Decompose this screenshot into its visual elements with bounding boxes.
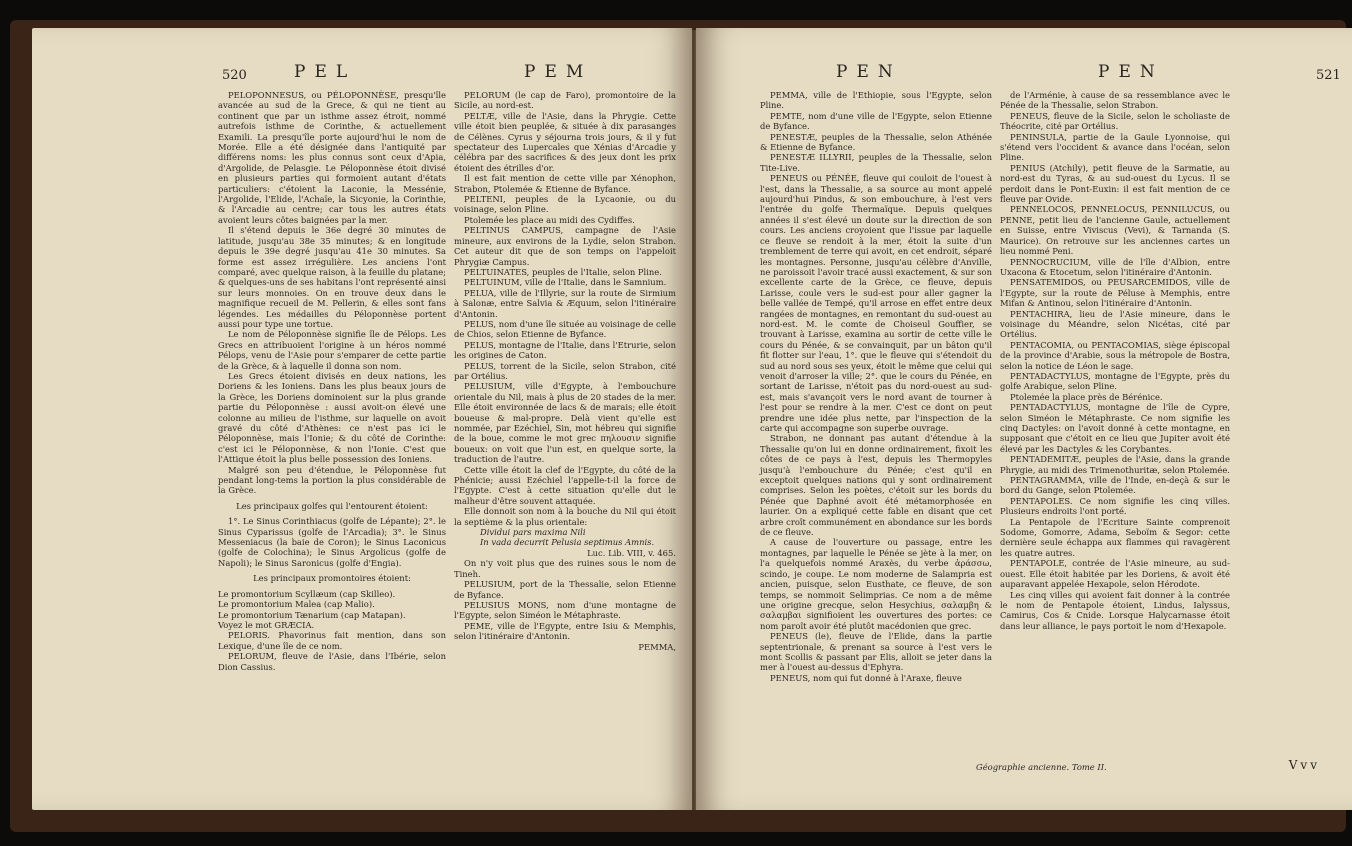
paragraph: Ptolemée les place au midi des Cydiffes. — [464, 214, 635, 225]
paragraph: Malgré son peu d'étendue, le Péloponnèse fut pendant long-tems la portion la plus considérable de la Grèce. — [218, 464, 446, 496]
paragraph: Les principaux promontoires étoient: — [253, 573, 411, 584]
paragraph: Luc. Lib. VIII, v. 465. — [587, 547, 676, 558]
paragraph: PENTAGRAMMA, ville de l'Inde, en-deçà & sur le bord du Gange, selon Ptolemée. — [1000, 475, 1230, 496]
paragraph: Strabon, ne donnant pas autant d'étendue à la Thessalie qu'on lui en donne ordinairement, fixoit les côtes de ce pays à l'est, depuis les Thermopyles jusqu'à l'embouchure du Pénée; c'est qu'il en exceptoit quelques nations qui y sont ordinairement comprises. Selon les poètes, c'étoit sur les bords du Pénée que Daphné avoit été métamorphosée en laurier. On a expliqué cette fable en disant que cet arbre croît communément en abondance sur les bords de ce fleuve. — [760, 433, 992, 538]
paragraph: PENEUS, fleuve de la Sicile, selon le scholiaste de Théocrite, cité par Ortélius. — [1000, 110, 1230, 132]
paragraph: Il s'étend depuis le 36e degré 30 minutes de latitude, jusqu'au 38e 35 minutes; & en longitude depuis le 39e degré jusqu'au 41e 30 minutes. Sa forme est assez irrégulière. Les anciens l'ont comparé, avec quelque raison, à la feuille du platane; & quelques-uns de ses habitans l'ont représenté ainsi sur leurs monnoies. On en trouve deux dans le magnifique recueil de M. Pellerin, & elles sont fans légendes. Les médailles du Péloponnèse portent aussi pour type une tortue. — [218, 225, 446, 329]
paragraph: Dividui pars maxima Nili — [480, 527, 586, 538]
paragraph: On n'y voit plus que des ruines sous le nom de Tineh. — [454, 558, 676, 579]
paragraph: PENINSULA, partie de la Gaule Lyonnoise, qui s'étend vers l'occident & avance dans l'océan, selon Pline. — [1000, 131, 1230, 163]
paragraph: PENSATEMIDOS, ou PEUSARCEMIDOS, ville de l'Egypte, sur la route de Péluse à Memphis, entre Mifan & Antinou, selon l'itinéraire d'Antonin. — [1000, 277, 1230, 309]
paragraph: Il est fait mention de cette ville par Xénophon, Strabon, Ptolemée & Etienne de Byfance. — [454, 173, 676, 194]
paragraph: Les cinq villes qui avoient fait donner à la contrée le nom de Pentapole étoient, Lindus, Ialyssus, Camirus, Cos & Cnide. Lorsque Halycarnasse étoit dans leur alliance, le pays portoit le nom d'Hexapole. — [1000, 589, 1230, 631]
running-header-left: PEL — [294, 62, 357, 82]
paragraph: PELORUM (le cap de Faro), promontoire de la Sicile, au nord-est. — [454, 90, 676, 111]
paragraph: PELTÆ, ville de l'Asie, dans la Phrygie. Cette ville étoit bien peuplée, & située à dix parasanges de Célènes. Cyrus y séjourna trois jours, & il y fut spectateur des Lupercales que Xénias d'Arcadie y célébra par des sacrifices & des jeux dont les prix étoient des étrilles d'or. — [454, 110, 676, 173]
paragraph: PENTACHIRA, lieu de l'Asie mineure, dans le voisinage du Méandre, selon Nicétas, cité par Ortélius. — [1000, 308, 1230, 340]
paragraph: PELTENI, peuples de la Lycaonie, ou du voisinage, selon Pline. — [454, 194, 676, 215]
paragraph: Voyez le mot GRÆCIA. — [218, 619, 315, 630]
paragraph: PENEUS (le), fleuve de l'Elide, dans la partie septentrionale, & prenant sa source à l'est vers le mont Scollis & passant par Elis, alloit se jeter dans la mer à l'ouest au-dessus d'Ephyra. — [760, 631, 992, 673]
paragraph: PEME, ville de l'Egypte, entre Isiu & Memphis, selon l'itinéraire d'Antonin. — [454, 620, 676, 642]
paragraph: Ptolemée la place près de Bérénice. — [1010, 391, 1163, 402]
paragraph: PELUSIUS MONS, nom d'une montagne de l'Egypte, selon Siméon le Métaphraste. — [454, 599, 676, 621]
paragraph: Les principaux golfes qui l'entourent étoient: — [236, 500, 428, 511]
paragraph: PELUSIUM, ville d'Egypte, à l'embouchure orientale du Nil, mais à plus de 20 stades de la mer. Elle étoit environnée de lacs & de marais; elle étoit boueuse & mal-propre. Delà vient qu'elle est nommée, par Ezéchiel, Sin, mot hébreu qui signifie de la boue, comme le mot grec πηλουσιν signifie boueux: on voit que l'un est, en quelque sorte, la traduction de l'autre. — [454, 381, 676, 465]
paragraph: Le promontorium Tænarium (cap Matapan). — [218, 609, 406, 620]
running-header-left: PEN — [836, 62, 902, 82]
paragraph: PELUA, ville de l'Illyrie, sur la route de Sirmium à Salonæ, entre Salvia & Æquum, selon l'itinéraire d'Antonin. — [454, 287, 676, 319]
paragraph: In vada decurrit Pelusia septimus Amnis. — [480, 537, 655, 548]
paragraph: PELUS, torrent de la Sicile, selon Strabon, cité par Ortélius. — [454, 360, 676, 381]
paragraph: PENEUS, nom qui fut donné à l'Araxe, fleuve — [770, 672, 962, 683]
paragraph: Le promontorium Malea (cap Malio). — [218, 599, 375, 610]
paragraph: 1°. Le Sinus Corinthiacus (golfe de Lépante); 2°. le Sinus Cyparissus (golfe de l'Arcadia); 3°. le Sinus Messeniacus (la baie de Coron); le Sinus Laconicus (golfe de Colochina); le Sinus Argolicus (golfe de Napoli); le Sinus Saronicus (golfe d'Engia). — [218, 516, 446, 568]
paragraph: PELUSIUM, port de la Thessalie, selon Etienne de Byfance. — [454, 579, 676, 600]
running-header-right: PEN — [1098, 62, 1164, 82]
paragraph: PENTAPOLES. Ce nom signifie les cinq villes. Plusieurs endroits l'ont porté. — [1000, 495, 1230, 517]
text-column-left — [760, 90, 992, 683]
paragraph: A cause de l'ouverture ou passage, entre les montagnes, par laquelle le Pénée se jète à la mer, on l'a quelquefois nommé Araxès, du verbe ἀράσσω, scindo, je coupe. Le nom moderne de Salampria est ancien, puisque, selon Eusthate, ce fleuve, de son temps, se nommoit Selimprias. Ce nom a de même une origine grecque, selon Hesychius, σαλαμβη & σαλαμβαι signifioient les ouvertures des portes: ce nom paroît avoir été plutôt macédonien que grec. — [760, 537, 992, 631]
left-page — [32, 28, 692, 810]
signature-mark: Vvv — [1288, 758, 1320, 772]
paragraph: Les Grecs étoient divisés en deux nations, les Doriens & les Ioniens. Dans les plus beaux jours de la Grèce, les Doriens dominoient sur la plus grande partie du Péloponnèse : aussi avoit-on élevé une colonne au milieu de l'isthme, sur laquelle on avoit gravé du côté d'Athènes: ce n'est pas ici le Péloponnèse, mais l'Ionie; & du côté de Corinthe: c'est ici le Péloponnèse, & non l'Ionie. C'est que l'Attique étoit la plus belle possession des Ioniens. — [218, 370, 446, 465]
footer-title: Géographie ancienne. Tome II. — [976, 762, 1107, 772]
paragraph: PENESTÆ, peuples de la Thessalie, selon Athénée & Etienne de Byfance. — [760, 131, 992, 153]
paragraph: PEMMA, ville de l'Ethiopie, sous l'Egypte, selon Pline. — [760, 90, 992, 111]
paragraph: PENESTÆ ILLYRII, peuples de la Thessalie, selon Tite-Live. — [760, 152, 992, 173]
paragraph: PENTAPOLE, contrée de l'Asie mineure, au sud-ouest. Elle étoit habitée par les Doriens, & avoit été auparavant appelée Hexapole, selon Hérodote. — [1000, 558, 1230, 590]
paragraph: PENNELOCOS, PENNELOCUS, PENNILUCUS, ou PENNE, petit lieu de l'ancienne Gaule, actuellement en Suisse, entre Viviscus (Vevi), & Tarnanda (S. Maurice). On retrouve sur les anciennes cartes un lieu nommé Peni. — [1000, 204, 1230, 257]
paragraph: PEMMA, — [638, 641, 676, 652]
page-number: 520 — [222, 68, 247, 83]
paragraph: PEMTE, nom d'une ville de l'Egypte, selon Etienne de Byfance. — [760, 110, 992, 132]
paragraph: de l'Arménie, à cause de sa ressemblance avec le Pénée de la Thessalie, selon Strabon. — [1000, 90, 1230, 111]
page-number: 521 — [1316, 68, 1341, 83]
paragraph: PELOPONNESUS, ou PÉLOPONNÈSE, presqu'île avancée au sud de la Grece, & qui ne tient au continent que par un isthme assez étroit, nommé autrefois isthme de Corinthe, & actuellement Examili. La presqu'île porte aujourd'hui le nom de Morée. Elle a été désignée dans l'antiquité par différens noms: les plus connus sont ceux d'Apia, d'Argolide, de Pelasgie. Le Péloponnèse étoit divisé en plusieurs parties qui formoient autant d'états particuliers: c'étoient la Laconie, la Messénie, l'Argolide, l'Elide, l'Achaïe, la Sicyonie, la Corinthie, & l'Arcadie au centre; car tous les autres états avoient leurs côtes baignées par la mer. — [218, 90, 446, 225]
paragraph: Elle donnoit son nom à la bouche du Nil qui étoit la septième & la plus orientale: — [454, 506, 676, 527]
paragraph: PELTINUS CAMPUS, campagne de l'Asie mineure, aux environs de la Lydie, selon Strabon. Cet auteur dit que de son temps on l'appeloit Phrygiæ Campus. — [454, 225, 676, 267]
paragraph: PENTACOMIA, ou PENTACOMIAS, siège épiscopal de la province d'Arabie, sous la métropole de Bostra, selon la notice de Léon le sage. — [1000, 339, 1230, 371]
paragraph: La Pentapole de l'Ecriture Sainte comprenoit Sodome, Gomorre, Adama, Seboïm & Segor: cette dernière seule échappa aux flammes qui ravagèrent les quatre autres. — [1000, 516, 1230, 558]
paragraph: PELUS, montagne de l'Italie, dans l'Etrurie, selon les origines de Caton. — [454, 339, 676, 361]
paragraph: PELUS, nom d'une île située au voisinage de celle de Chios, selon Etienne de Byfance. — [454, 318, 676, 340]
paragraph: PENTADACTYLUS, montagne de l'Egypte, près du golfe Arabique, selon Pline. — [1000, 370, 1230, 392]
running-header-right: PEM — [524, 62, 593, 82]
paragraph: PELTUINUM, ville de l'Italie, dans le Samnium. — [464, 277, 667, 288]
paragraph: PENNOCRUCIUM, ville de l'île d'Albion, entre Uxacona & Etocetum, selon l'itinéraire d'Antonin. — [1000, 256, 1230, 277]
text-column-left — [218, 90, 446, 672]
text-column-right — [454, 90, 676, 652]
paragraph: Le promontorium Scyllæum (cap Skilleo). — [218, 588, 396, 599]
right-page — [696, 28, 1352, 810]
paragraph: Le nom de Péloponnèse signifie île de Pélops. Les Grecs en attribuoient l'origine à un héros nommé Pélops, venu de l'Asie pour s'emparer de cette partie de la Grèce, & à laquelle il donna son nom. — [218, 329, 446, 371]
paragraph: PELORUM, fleuve de l'Asie, dans l'Ibérie, selon Dion Cassius. — [218, 651, 446, 672]
paragraph: PENEUS ou PÉNÉE, fleuve qui couloit de l'ouest à l'est, dans la Thessalie, a sa source au mont appelé aujourd'hui Pindus, & son embouchure, à l'est vers l'entrée du golfe Thermaïque. Depuis quelques années il s'est élevé un doute sur la direction de son cours. Les anciens croyoient que l'issue par laquelle ce fleuve se rendoit à la mer, étoit la suite d'un tremblement de terre qui avoit, en cet endroit, séparé les montagnes. Personne, jusqu'au célèbre d'Anville, ne paroissoit l'avoir tracé aussi exactement, & sur son excellente carte de la Grèce, ce fleuve, depuis Larisse, coule vers le sud-est pour aller gagner la belle vallée de Tempé, qu'il arrose en effet entre deux rangées de montagnes, en remontant du sud-ouest au nord-est. M. le comte de Choiseul Gouffier, se trouvant à Larisse, examina au sortir de cette ville le cours du Pénée, & se convainquit, par un bâton qu'il fit flotter sur l'eau, 1°. que le fleuve qui s'étendoit du sud au nord sous ses yeux, étoit le même que celui qui venoit d'arroser la ville; 2°. que le cours du Pénée, en sortant de Larisse, n'étoit pas du nord-ouest au sud-est, mais s'avançoit vers le nord avant de tourner à l'est pour se rendre à la mer. C'est ce dont on peut prendre une idée plus nette, par l'inspection de la carte qui accompagne son superbe ouvrage. — [760, 173, 992, 433]
text-column-right — [1000, 90, 1230, 631]
paragraph: PELTUINATES, peuples de l'Italie, selon Pline. — [464, 266, 662, 277]
paragraph: PENTADACTYLUS, montagne de l'île de Cypre, selon Siméon le Métaphraste. Ce nom signifie les cinq Dactyles: on l'avoit donné à cette montagne, en supposant que c'étoit en ce lieu que Jupiter avoit été élevé par les Dactyles & les Corybantes. — [1000, 402, 1230, 454]
paragraph: PENIUS (Atchily), petit fleuve de la Sarmatie, au nord-est du Tyras, & au sud-ouest du Lycus. Il se perdoit dans le Pont-Euxin: il est fait mention de ce fleuve par Ovide. — [1000, 162, 1230, 205]
paragraph: Cette ville étoit la clef de l'Egypte, du côté de la Phénicie; aussi Ezéchiel l'appelle-t-il la force de l'Egypte. C'est à cette situation qu'elle dut le malheur d'être souvent attaquée. — [454, 464, 676, 506]
paragraph: PELORIS. Phavorinus fait mention, dans son Lexique, d'une île de ce nom. — [218, 630, 446, 651]
paragraph: PENTADEMITÆ, peuples de l'Asie, dans la grande Phrygie, au midi des Trimenothuritæ, selon Ptolemée. — [1000, 454, 1230, 475]
